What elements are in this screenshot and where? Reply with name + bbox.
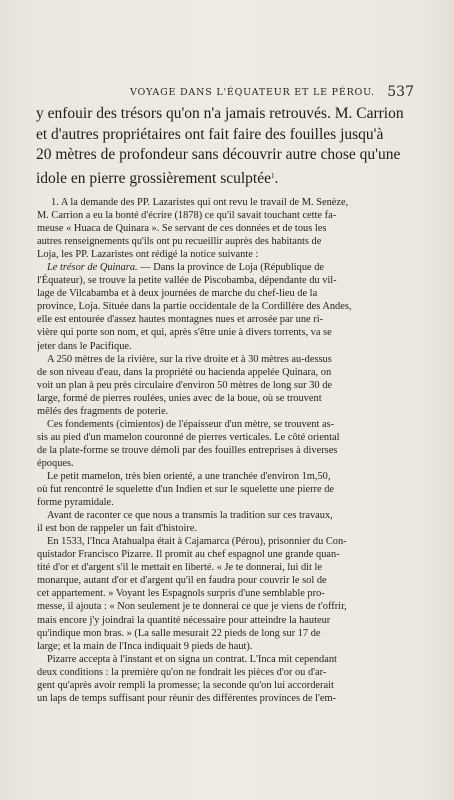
- footnote-line: Loja, les PP. Lazaristes ont rédigé la notice suivante :: [37, 249, 259, 261]
- footnote-line: qu'indique mon bras. » (La salle mesurait 22 pieds de long sur 17 de: [37, 627, 321, 639]
- main-text-line: 20 mètres de profondeur sans découvrir autre chose qu'une: [36, 146, 401, 163]
- main-text: [36, 104, 421, 189]
- footnote-line: mais encore j'y joindrai la quantité nécessaire pour atteindre la hauteur: [37, 614, 331, 626]
- footnote-line: Avant de raconter ce que nous a transmis la tradition sur ces travaux,: [47, 510, 333, 522]
- footnote-line: lage de Vilcabamba et à deux journées de marche du chef-lieu de la: [37, 288, 318, 300]
- footnote-line: voit un plan à peu près circulaire d'environ 50 mètres de long sur 30 de: [37, 379, 333, 391]
- footnote-line: Pizarre accepta à l'instant et on signa un contrat. L'Inca mit cependant: [47, 653, 337, 665]
- main-text-last: idole en pierre grossièrement sculptée: [36, 169, 271, 187]
- footnote-line: de son niveau d'eau, dans la propriété ou hacienda appelée Quinara, on: [37, 366, 332, 378]
- footnote-line: large, formé de pierres roulées, unies avec de la boue, où se trouvent: [37, 392, 322, 404]
- footnote-line: où fut rencontré le squelette d'un Indien et sur le squelette une pierre de: [37, 484, 335, 496]
- footnote-line: Le petit mamelon, très bien orienté, a une tranchée d'environ 1m,50,: [47, 470, 331, 482]
- footnote-line: meuse « Huaca de Quinara ». Se servant de ces données et de tous les: [37, 223, 327, 235]
- footnote-line: A 250 mètres de la rivière, sur la rive droite et à 30 mètres au-dessus: [47, 353, 332, 365]
- footnote-line: de la plate-forme se trouve démoli par des fouilles entreprises à diverses: [37, 444, 338, 456]
- page-number: 537: [387, 84, 414, 100]
- footnote-line: sis au pied d'un mamelon couronné de pierres verticales. Le côté oriental: [37, 431, 340, 443]
- footnote-line: tité d'or et d'argent s'il le mettait en liberté. « Je te donnerai, lui dit le: [37, 562, 323, 574]
- footnote-line: gent qu'après avoir rempli la promesse; la seconde qu'on lui accorderait: [37, 679, 334, 691]
- footnote-line: Le trésor de Quinara. — Dans la province de Loja (République de: [47, 262, 325, 274]
- footnote-line: elle est entourée d'assez hautes montagnes nues et arrosée par une ri-: [37, 314, 324, 326]
- footnote-line: En 1533, l'Inca Atahualpa était à Cajamarca (Pérou), prisonnier du Con-: [47, 536, 347, 548]
- footnote-line: Ces fondements (cimientos) de l'épaisseur d'un mètre, se trouvent as-: [47, 418, 335, 430]
- footnote-line: deux conditions : la première qu'on ne fondrait les pièces d'or ou d'ar-: [37, 666, 327, 678]
- footnote-line: autres renseignements qu'ils ont pu recueillir auprès des habitants de: [37, 236, 322, 248]
- footnote-line: M. Carrion a eu la bonté d'écrire (1878) ce qu'il savait touchant cette fa-: [37, 210, 337, 222]
- running-header: [34, 86, 414, 102]
- footnote-line: cet appartement. » Voyant les Espagnols surpris d'une semblable pro-: [37, 588, 325, 600]
- footnote-line: il est bon de rappeler un fait d'histoire.: [37, 523, 197, 535]
- footnote-line: vière qui porte son nom, et qui, après s'être unie à divers torrents, va se: [37, 327, 332, 339]
- footnote-line: monarque, autant d'or et d'argent qu'il en faudra pour couvrir le sol de: [37, 575, 327, 587]
- footnote-line: forme pyramidale.: [37, 497, 114, 509]
- footnote-line: large; et la main de l'Inca indiquait 9 pieds de haut).: [37, 640, 253, 652]
- footnote-line: l'Équateur), se trouve la petite vallée de Piscobamba, dépendante du vil-: [37, 275, 337, 287]
- main-text-line: y enfouir des trésors qu'on n'a jamais retrouvés. M. Carrion: [36, 105, 404, 122]
- footnote-line: époques.: [37, 457, 74, 469]
- main-text-line: et d'autres propriétaires ont fait faire des fouilles jusqu'à: [36, 125, 384, 143]
- footnote-line: jeter dans le Pacifique.: [37, 340, 132, 352]
- footnote-line: un laps de temps suffisant pour réunir des différentes provinces de l'em-: [37, 692, 336, 704]
- main-text-line: idole en pierre grossièrement sculptée$^1$.: [36, 169, 279, 187]
- footnote-line: messe, il ajouta : « Non seulement je te donnerai ce que je viens de t'offrir,: [37, 601, 347, 613]
- footnote-line: province, Loja. Située dans la partie occidentale de la Cordillère des Andes,: [37, 301, 352, 313]
- footnote-line: 1. A la demande des PP. Lazaristes qui ont revu le travail de M. Senèze,: [51, 197, 349, 208]
- footnote-line: mêlés des fragments de poterie.: [37, 405, 169, 417]
- running-title: VOYAGE DANS L'ÉQUATEUR ET LE PÉROU.: [130, 87, 375, 98]
- footnote: [37, 196, 417, 705]
- notice-heading: Le trésor de Quinara.: [47, 262, 138, 274]
- footnote-line: quistador Francisco Pizarre. Il promit au chef espagnol une grande quan-: [37, 549, 340, 561]
- footnote-reference: 1: [271, 171, 275, 180]
